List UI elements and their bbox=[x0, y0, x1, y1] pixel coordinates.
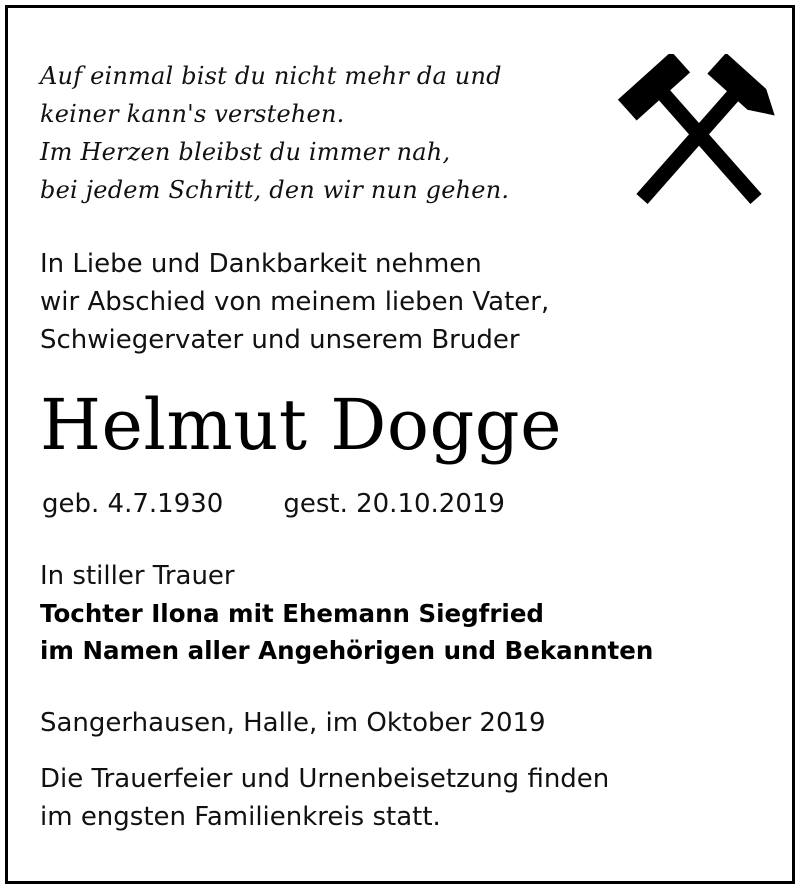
death-date: gest. 20.10.2019 bbox=[283, 489, 505, 519]
intro-line: wir Abschied von meinem lieben Vater, bbox=[40, 287, 550, 317]
deceased-name: Helmut Dogge bbox=[40, 384, 563, 466]
poem-line: bei jedem Schritt, den wir nun gehen. bbox=[40, 176, 510, 204]
birth-date: geb. 4.7.1930 bbox=[42, 489, 224, 519]
poem-line: keiner kann's verstehen. bbox=[40, 100, 345, 128]
funeral-note bbox=[40, 760, 609, 836]
intro-text bbox=[40, 245, 549, 359]
poem-line: Im Herzen bleibst du immer nah, bbox=[40, 138, 451, 166]
intro-line: Schwiegervater und unserem Bruder bbox=[40, 325, 520, 355]
mourners bbox=[40, 558, 653, 669]
place-and-date: Sangerhausen, Halle, im Oktober 2019 bbox=[40, 708, 546, 738]
crossed-hammer-and-pick-icon bbox=[614, 54, 784, 214]
intro-line: In Liebe und Dankbarkeit nehmen bbox=[40, 249, 482, 279]
mourners-line: im Namen aller Angehörigen und Bekannten bbox=[40, 636, 654, 665]
mourners-line: Tochter Ilona mit Ehemann Siegfried bbox=[40, 599, 544, 628]
life-dates bbox=[42, 484, 505, 524]
note-line: Die Trauerfeier und Urnenbeisetzung finden bbox=[40, 764, 610, 794]
note-line: im engsten Familienkreis statt. bbox=[40, 802, 441, 832]
poem-line: Auf einmal bist du nicht mehr da und bbox=[40, 62, 502, 90]
poem bbox=[40, 57, 509, 209]
mourners-intro: In stiller Trauer bbox=[40, 561, 235, 591]
